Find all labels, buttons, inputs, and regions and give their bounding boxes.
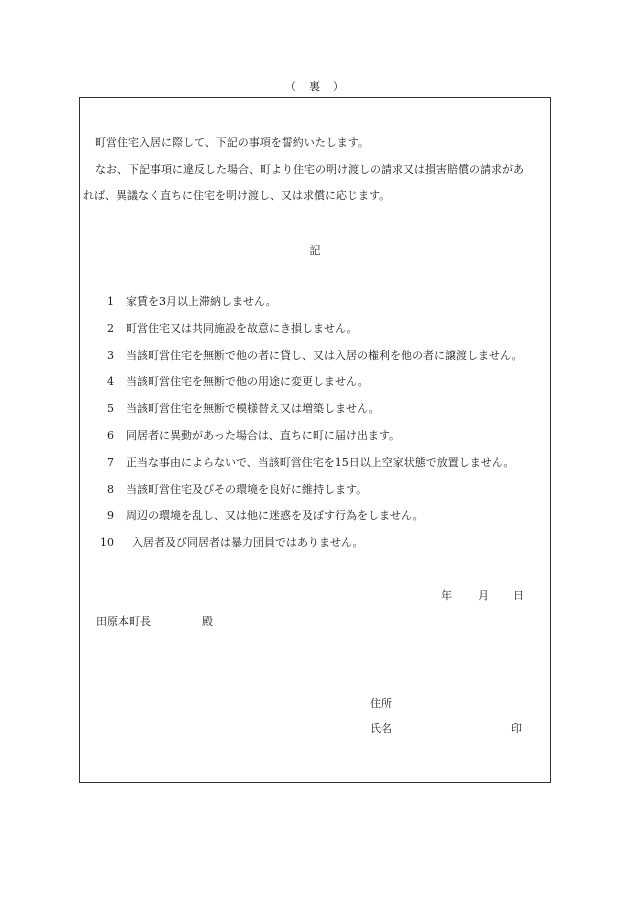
date-line [441, 589, 541, 603]
oath-item-text: 周辺の環境を乱し、又は他に迷惑を及ぼす行為をしません。 [126, 509, 424, 523]
addressee-honorific: 殿 [202, 615, 213, 628]
oath-item-text: 同居者に異動があった場合は、直ちに町に届け出ます。 [126, 428, 401, 442]
oath-item-text: 町営住宅又は共同施設を故意にき損しません。 [126, 321, 358, 335]
oath-item [80, 536, 550, 563]
oath-item-text: 家賃を3月以上滞納しません。 [126, 295, 277, 308]
oath-item-number: 2 [107, 321, 114, 335]
oath-item-text: 当該町営住宅を無断で他の者に貸し、又は入居の権利を他の者に譲渡しません。 [126, 348, 523, 362]
oath-item-number: 10 [100, 536, 114, 550]
oath-item-text: 当該町営住宅を無断で他の用途に変更しません。 [126, 375, 369, 389]
oath-item [80, 295, 550, 322]
oath-item [80, 402, 550, 429]
date-day-label: 日 [513, 589, 524, 602]
oath-item [80, 509, 550, 536]
oath-item-text: 当該町営住宅を無断で模様替え又は増築しません。 [126, 402, 380, 416]
oath-item [80, 483, 550, 510]
intro-line-2: なお、下記事項に違反した場合、町より住宅の明け渡しの請求又は損害賠償の請求があ [95, 163, 524, 176]
addressee: 田原本町長 [96, 615, 151, 628]
date-month-label: 月 [478, 589, 489, 602]
ki-heading: 記 [309, 244, 321, 257]
oath-item [80, 375, 550, 402]
date-year-label: 年 [441, 589, 452, 602]
oath-item-number: 6 [107, 428, 114, 442]
oath-item-number: 9 [107, 509, 114, 523]
oath-item-text: 入居者及び同居者は暴力団員ではありません。 [132, 536, 364, 550]
address-label: 住所 [370, 697, 392, 710]
oath-item [80, 322, 550, 349]
oath-item-number: 3 [107, 348, 114, 362]
oath-item [80, 456, 550, 483]
oath-item-number: 4 [107, 375, 114, 389]
seal-label: 印 [511, 722, 522, 735]
oath-item [80, 349, 550, 376]
oath-item-text: 当該町営住宅及びその環境を良好に維持します。 [126, 482, 368, 496]
oath-item-number: 8 [107, 482, 114, 496]
intro-line-3: れば、異議なく直ちに住宅を明け渡し、又は求償に応じます。 [83, 189, 391, 202]
oath-item-number: 5 [107, 402, 114, 416]
oath-form-frame [79, 97, 551, 783]
oath-item-number: 1 [107, 295, 114, 308]
oath-item-number: 7 [107, 455, 114, 469]
name-label: 氏名 [370, 722, 392, 735]
page-side-label: （ 裏 ） [285, 80, 345, 93]
intro-line-1: 町営住宅入居に際して、下記の事項を誓約いたします。 [95, 136, 369, 149]
oath-item-text: 正当な事由によらないで、当該町営住宅を15日以上空家状態で放置しません。 [126, 455, 515, 469]
oath-item-list [80, 295, 550, 563]
oath-item [80, 429, 550, 456]
